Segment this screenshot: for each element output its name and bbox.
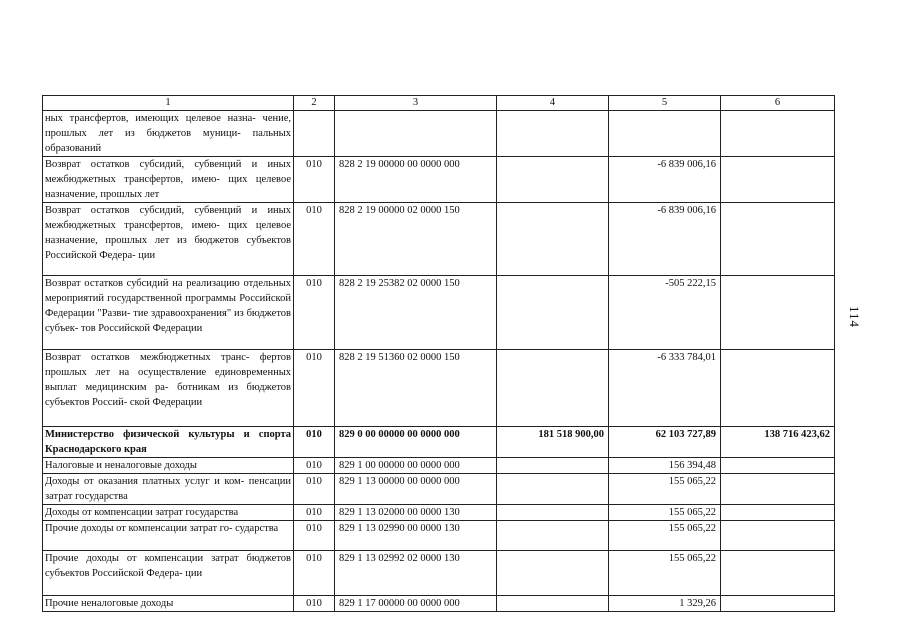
cell-plan	[497, 203, 609, 276]
cell-rest	[721, 203, 835, 276]
header-cell-1: 1	[43, 96, 294, 111]
cell-kbk: 829 1 00 00000 00 0000 000	[335, 458, 497, 474]
cell-rest: 138 716 423,62	[721, 427, 835, 458]
cell-plan	[497, 111, 609, 157]
cell-code	[294, 111, 335, 157]
cell-fact: 156 394,48	[609, 458, 721, 474]
cell-name: Прочие неналоговые доходы	[43, 596, 294, 612]
cell-plan	[497, 521, 609, 551]
cell-fact: 155 065,22	[609, 551, 721, 596]
cell-rest	[721, 551, 835, 596]
cell-kbk: 829 1 13 02992 02 0000 130	[335, 551, 497, 596]
cell-code: 010	[294, 596, 335, 612]
cell-name: Возврат остатков субсидий на реализацию отдельных мероприятий государственной программы Российской Федерации "Разви- тие здравоохранения" из бюджетов субъек- тов Российской Федерации	[43, 276, 294, 350]
cell-plan: 181 518 900,00	[497, 427, 609, 458]
cell-name: Возврат остатков межбюджетных транс- фертов прошлых лет на осуществление единовременных выплат медицинским ра- ботникам из бюджетов субъектов Россий- ской Федерации	[43, 350, 294, 427]
cell-fact: 155 065,22	[609, 474, 721, 505]
table-row	[43, 350, 835, 427]
cell-kbk: 828 2 19 51360 02 0000 150	[335, 350, 497, 427]
table-row	[43, 276, 835, 350]
cell-plan	[497, 157, 609, 203]
cell-code: 010	[294, 474, 335, 505]
cell-plan	[497, 505, 609, 521]
cell-name: Возврат остатков субсидий, субвенций и иных межбюджетных трансфертов, имею- щих целевое назначение, прошлых лет	[43, 157, 294, 203]
cell-rest	[721, 474, 835, 505]
cell-rest	[721, 521, 835, 551]
cell-kbk: 829 1 13 00000 00 0000 000	[335, 474, 497, 505]
table-row	[43, 521, 835, 551]
cell-kbk: 828 2 19 00000 00 0000 000	[335, 157, 497, 203]
table-row	[43, 551, 835, 596]
table-row	[43, 474, 835, 505]
budget-table	[42, 95, 835, 612]
cell-code: 010	[294, 427, 335, 458]
cell-kbk: 828 2 19 00000 02 0000 150	[335, 203, 497, 276]
cell-name: Налоговые и неналоговые доходы	[43, 458, 294, 474]
header-cell-2: 2	[294, 96, 335, 111]
cell-rest	[721, 350, 835, 427]
cell-rest	[721, 596, 835, 612]
cell-fact: 1 329,26	[609, 596, 721, 612]
cell-kbk: 829 1 17 00000 00 0000 000	[335, 596, 497, 612]
cell-code: 010	[294, 276, 335, 350]
cell-code: 010	[294, 350, 335, 427]
cell-kbk: 829 0 00 00000 00 0000 000	[335, 427, 497, 458]
cell-kbk: 828 2 19 25382 02 0000 150	[335, 276, 497, 350]
table-row	[43, 427, 835, 458]
header-cell-6: 6	[721, 96, 835, 111]
table-header-row	[43, 96, 835, 111]
cell-name: Прочие доходы от компенсации затрат го- сударства	[43, 521, 294, 551]
cell-name: Министерство физической культуры и спорта Краснодарского края	[43, 427, 294, 458]
cell-kbk	[335, 111, 497, 157]
cell-rest	[721, 276, 835, 350]
cell-plan	[497, 458, 609, 474]
cell-plan	[497, 551, 609, 596]
cell-code: 010	[294, 157, 335, 203]
cell-plan	[497, 276, 609, 350]
page-number: 114	[847, 305, 863, 329]
cell-rest	[721, 458, 835, 474]
cell-fact: -6 333 784,01	[609, 350, 721, 427]
cell-plan	[497, 596, 609, 612]
table-row	[43, 596, 835, 612]
table-row	[43, 157, 835, 203]
cell-fact: 62 103 727,89	[609, 427, 721, 458]
cell-fact: 155 065,22	[609, 505, 721, 521]
cell-name: Прочие доходы от компенсации затрат бюджетов субъектов Российской Федера- ции	[43, 551, 294, 596]
cell-fact: 155 065,22	[609, 521, 721, 551]
table-row	[43, 458, 835, 474]
header-cell-4: 4	[497, 96, 609, 111]
cell-fact: -6 839 006,16	[609, 157, 721, 203]
cell-code: 010	[294, 505, 335, 521]
cell-fact: -6 839 006,16	[609, 203, 721, 276]
table-row	[43, 505, 835, 521]
cell-code: 010	[294, 458, 335, 474]
cell-kbk: 829 1 13 02990 00 0000 130	[335, 521, 497, 551]
header-cell-5: 5	[609, 96, 721, 111]
cell-code: 010	[294, 521, 335, 551]
table-row	[43, 203, 835, 276]
cell-name: ных трансфертов, имеющих целевое назна- чение, прошлых лет из бюджетов муници- пальных образований	[43, 111, 294, 157]
cell-plan	[497, 474, 609, 505]
cell-fact	[609, 111, 721, 157]
cell-kbk: 829 1 13 02000 00 0000 130	[335, 505, 497, 521]
cell-fact: -505 222,15	[609, 276, 721, 350]
header-cell-3: 3	[335, 96, 497, 111]
cell-name: Доходы от компенсации затрат государства	[43, 505, 294, 521]
cell-name: Доходы от оказания платных услуг и ком- пенсации затрат государства	[43, 474, 294, 505]
cell-rest	[721, 157, 835, 203]
table-row	[43, 111, 835, 157]
cell-rest	[721, 505, 835, 521]
cell-rest	[721, 111, 835, 157]
cell-plan	[497, 350, 609, 427]
cell-name: Возврат остатков субсидий, субвенций и иных межбюджетных трансфертов, имею- щих целевое назначение, прошлых лет из бюджетов субъектов Российской Федера- ции	[43, 203, 294, 276]
cell-code: 010	[294, 551, 335, 596]
cell-code: 010	[294, 203, 335, 276]
